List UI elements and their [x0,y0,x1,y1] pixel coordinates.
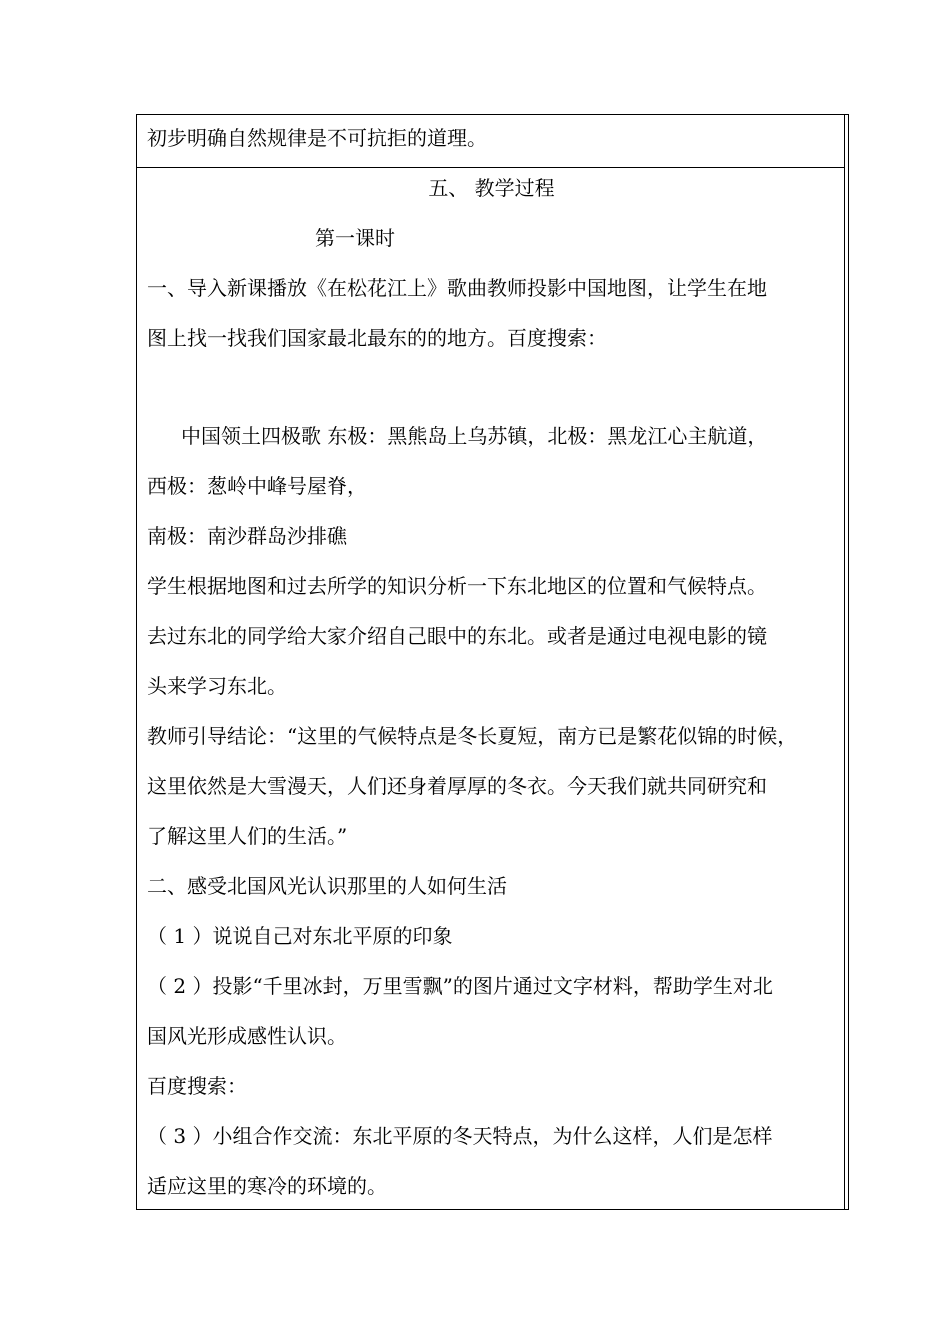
text-line-16: 国风光形成感性认识。 [147,1024,347,1048]
text-line-1: 一、导入新课播放《在松花江上》歌曲教师投影中国地图，让学生在地 [147,276,767,300]
text-line-5: 西极：葱岭中峰号屋脊， [147,474,367,498]
lesson-title: 第一课时 [315,226,395,250]
section-title: 五、 教学过程 [428,176,555,200]
text-line-18: （ 3 ）小组合作交流：东北平原的冬天特点，为什么这样，人们是怎样 [147,1124,773,1148]
text-line-19: 适应这里的寒冷的环境的。 [147,1174,387,1198]
text-line-9: 头来学习东北。 [147,674,287,698]
text-line-8: 去过东北的同学给大家介绍自己眼中的东北。或者是通过电视电影的镜 [147,624,767,648]
text-line-10: 教师引导结论：“这里的气候特点是冬长夏短，南方已是繁花似锦的时候， [147,724,798,748]
text-line-11: 这里依然是大雪漫天，人们还身着厚厚的冬衣。今天我们就共同研究和 [147,774,767,798]
text-line-14: （ 1 ）说说自己对东北平原的印象 [147,924,453,948]
text-line-4: 中国领土四极歌 东极：黑熊岛上乌苏镇，北极：黑龙江心主航道， [181,424,768,448]
document-table [136,114,849,1210]
text-line-12: 了解这里人们的生活。” [147,824,348,848]
table-row-divider [137,167,844,168]
text-line-6: 南极：南沙群岛沙排礁 [147,524,347,548]
text-line-7: 学生根据地图和过去所学的知识分析一下东北地区的位置和气候特点。 [147,574,767,598]
text-line-2: 图上找一找我们国家最北最东的的地方。百度搜索： [147,326,607,350]
text-line-17: 百度搜索： [147,1074,247,1098]
row1-text: 初步明确自然规律是不可抗拒的道理。 [147,126,487,150]
text-line-15: （ 2 ）投影“千里冰封，万里雪飘”的图片通过文字材料，帮助学生对北 [147,974,773,998]
text-line-13: 二、感受北国风光认识那里的人如何生活 [147,874,507,898]
